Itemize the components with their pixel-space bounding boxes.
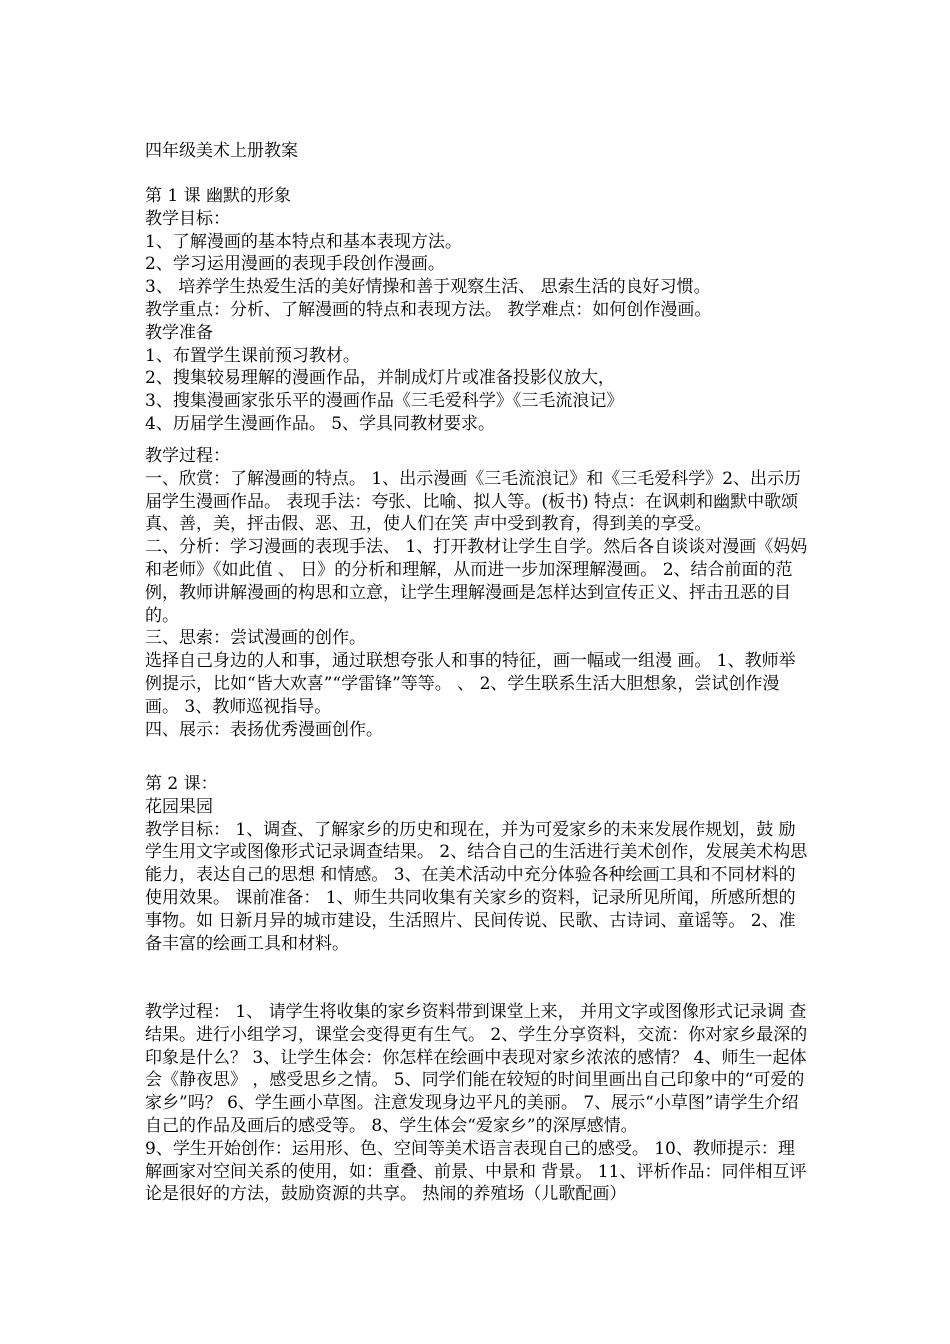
lesson-2-heading: 第 2 课： bbox=[145, 774, 218, 794]
lesson-1-prep-4: 4、历届学生漫画作品。 5、学具同教材要求。 bbox=[145, 413, 496, 434]
lesson-2-process bbox=[145, 1001, 810, 1206]
lesson-1-prep-2: 2、搜集较易理解的漫画作品，并制成灯片或准备投影仪放大， bbox=[145, 368, 615, 389]
lesson-1-process bbox=[145, 445, 810, 741]
lesson-2-process-continued: 9、学生开始创作：运用形、色、空间等美术语言表现自己的感受。 10、教师提示：理解画家对空间关系的使用，如：重叠、前景、中景和 背景。 11、评析作品：同伴相互评论是很好的方法，鼓励资源的共享。 热闹的养殖场（儿歌配画） bbox=[145, 1138, 807, 1205]
lesson-2-section bbox=[145, 773, 810, 955]
lesson-1-goal-3: 3、 培养学生热爱生活的美好情操和善于观察生活、 思索生活的良好习惯。 bbox=[145, 277, 711, 298]
lesson-1-process-label: 教学过程： bbox=[145, 446, 230, 466]
lesson-1-goal-2: 2、学习运用漫画的表现手段创作漫画。 bbox=[145, 254, 445, 275]
lesson-1-process-step-2: 二、分析：学习漫画的表现手法、 1、打开教材让学生自学。然后各自谈谈对漫画《妈妈和老师》《如此值 、 日》的分析和理解，从而进一步加深理解漫画。 2、结合前面的范例，教师讲解漫画的构思和立意，让学生理解漫画是怎样达到宣传正义、抨击丑恶的目的。 bbox=[145, 537, 808, 626]
lesson-1-process-step-3: 选择自己身边的人和事，通过联想夸张人和事的特征，画一幅或一组漫 画。 1、教师举例提示，比如“皆大欢喜”“学雷锋”等等。 、 2、学生联系生活大胆想象，尝试创作漫画。 3、教师巡视指导。 bbox=[145, 651, 796, 717]
lesson-1-goals-label: 教学目标： bbox=[145, 208, 230, 229]
lesson-1-process-step-3-label: 三、思索：尝试漫画的创作。 bbox=[145, 628, 366, 649]
lesson-1-key-points: 教学重点：分析、了解漫画的特点和表现方法。 教学难点：如何创作漫画。 bbox=[145, 299, 712, 320]
lesson-1-prep-3: 3、搜集漫画家张乐平的漫画作品《三毛爱科学》《三毛流浪记》 bbox=[145, 391, 624, 412]
lesson-1-goal-1: 1、了解漫画的基本特点和基本表现方法。 bbox=[145, 231, 462, 252]
lesson-1-prep-1: 1、布置学生课前预习教材。 bbox=[145, 345, 360, 366]
lesson-2-subtitle: 花园果园 bbox=[145, 796, 213, 817]
lesson-1-heading: 第 1 课 幽默的形象 bbox=[145, 186, 292, 206]
lesson-2-process-text: 教学过程： 1、 请学生将收集的家乡资料带到课堂上来， 并用文字或图像形式记录调 查结果。进行小组学习，课堂会变得更有生气。 2、学生分享资料，交流：你对家乡最深的印象是什么？ 3、让学生体会：你怎样在绘画中表现对家乡浓浓的感情？ 4、师生一起体会《静夜思》 ，感受思乡之情。 5、同学们能在较短的时间里画出自己印象中的“可爱的家乡”吗？ 6、学生画小草图。注意发现身边平凡的美丽。 7、展示“小草图”请学生介绍自己的作品及画后的感受等。 8、学生体会“爱家乡”的深厚感情。 bbox=[145, 1002, 808, 1136]
lesson-1-process-step-4: 四、展示：表扬优秀漫画创作。 bbox=[145, 719, 383, 740]
lesson-1-prep-label: 教学准备 bbox=[145, 322, 213, 343]
lesson-1-section bbox=[145, 185, 810, 436]
document-title: 四年级美术上册教案 bbox=[145, 141, 298, 161]
lesson-2-goals: 教学目标： 1、调查、了解家乡的历史和现在，并为可爱家乡的未来发展作规划，鼓 励学生用文字或图像形式记录调查结果。 2、结合自己的生活进行美术创作，发展美术构思能力，表达自己的思想 和情感。 3、在美术活动中充分体验各种绘画工具和不同材料的使用效果。 课前准备： 1、师生共同收集有关家乡的资料，记录所见所闻，所感所想的事物。如 日新月异的城市建设，生活照片、民间传说、民歌、古诗词、童谣等。 2、准备丰富的绘画工具和材料。 bbox=[145, 819, 808, 954]
lesson-1-process-step-1: 一、欣赏：了解漫画的特点。 1、出示漫画《三毛流浪记》和《三毛爱科学》2、出示历届学生漫画作品。 表现手法：夸张、比喻、拟人等。(板书) 特点：在讽刺和幽默中歌颂真、善，美，抨击假、恶、丑，使人们在笑 声中受到教育，得到美的享受。 bbox=[145, 468, 802, 535]
